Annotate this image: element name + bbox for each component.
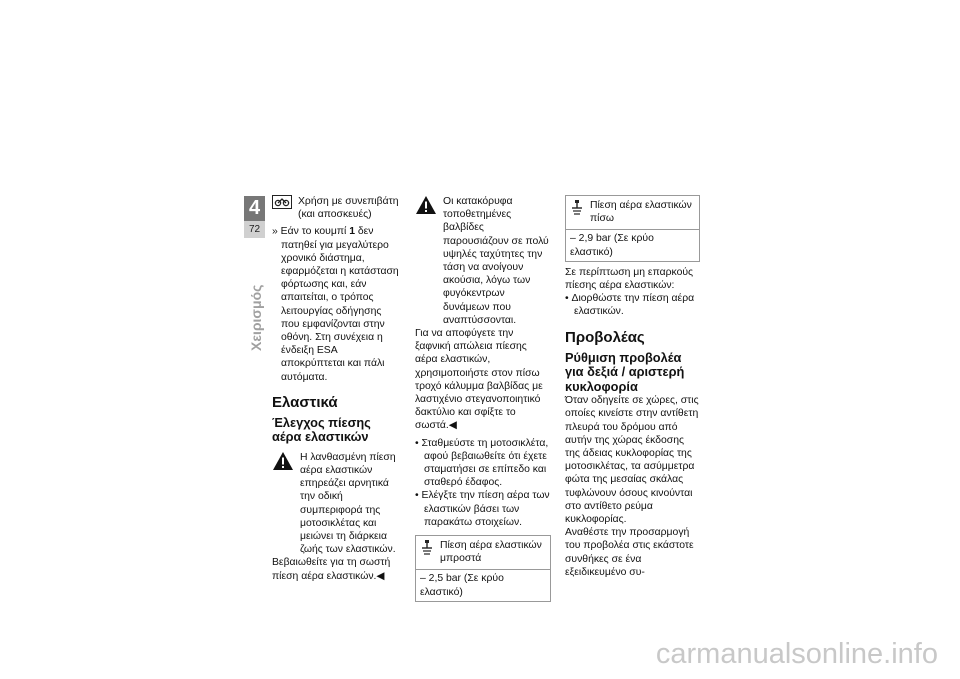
rear-pressure-value: 2,9 bar (Σε κρύο ελαστικό)	[570, 233, 654, 258]
warning-text: Η λανθασμένη πίεση αέρα ελαστικών επηρεάζει αρνητικά την οδική συμπεριφορά της μοτοσικλέτας και μειώνει τη διάρκεια ζωής των ελαστικών.	[300, 451, 396, 556]
subheading-headlight: Ρύθμιση προβολέα για δεξιά / αριστερή κυκλοφορία	[565, 349, 685, 394]
valve-warning-block	[415, 195, 551, 327]
valve-warning-text: Οι κατακόρυφα τοποθετημένες βαλβίδες παρουσιάζουν σε πολύ υψηλές ταχύτητες την τάση να ανοίγουν ακούσια, λόγω των φυγόκεντρων δυνάμεων που αναπτύσσονται.	[443, 196, 549, 326]
rear-pressure-table: Πίεση αέρα ελαστικών πίσω – 2,9 bar (Σε κρύο ελαστικό)	[565, 195, 700, 262]
button-number: 1	[349, 226, 355, 238]
headlight-adjust-text: Αναθέστε την προσαρμογή του προβολέα στις εκάστοτε συνθήκες σε ένα εξειδικευμένο συ-	[565, 527, 694, 578]
front-pressure-table: Πίεση αέρα ελαστικών μπροστά – 2,5 bar (Σε κρύο ελαστικό)	[415, 535, 551, 602]
low-pressure-text: Σε περίπτωση μη επαρκούς πίεσης αέρα ελαστικών:	[565, 266, 694, 292]
section-heading-tyres: Ελαστικά	[272, 393, 338, 411]
front-pressure-title: Πίεση αέρα ελαστικών μπροστά	[440, 540, 542, 565]
tire-pressure-icon	[570, 199, 584, 225]
bullet-correct: • Διορθώστε την πίεση αέρα ελαστικών.	[565, 293, 695, 318]
warning-block	[272, 451, 402, 557]
chapter-title: Χειρισμός	[248, 284, 264, 351]
front-pressure-value: 2,5 bar (Σε κρύο ελαστικό)	[420, 573, 504, 598]
column-1	[272, 195, 402, 583]
subheading-tyre-pressure: Έλεγχος πίεσης αέρα ελαστικών	[272, 414, 371, 445]
warning-triangle-icon	[272, 451, 294, 557]
column-2	[415, 195, 551, 602]
watermark: carmanualsonline.info	[655, 638, 938, 670]
headlight-text: Όταν οδηγείτε σε χώρες, στις οποίες κινείστε στην αντίθετη πλευρά του δρόμου από αυτήν της χώρας έκδοσης της άδειας κυκλοφορίας της μοτοσικλέτας, τα ασύμμετρα φώτα της μεσαίας σκάλας τυφλώνουν όσους κινούνται στο αντίθετο ρεύμα κυκλοφορίας.	[565, 395, 699, 525]
valve-cap-text: Για να αποφύγετε την ξαφνική απώλεια πίεσης αέρα ελαστικών, χρησιμοποιήστε στον πίσω τροχό κάλυμμα βαλβίδας με λαστιχένιο στεγανοποιητικό δακτύλιο και σφίξτε το σωστά.◀	[415, 328, 543, 432]
chapter-number: 4	[244, 196, 265, 221]
warning-triangle-icon	[415, 195, 437, 327]
rear-pressure-title: Πίεση αέρα ελαστικών πίσω	[590, 200, 692, 225]
check-pressure-text: Βεβαιωθείτε για τη σωστή πίεση αέρα ελαστικών.◀	[272, 557, 391, 582]
esa-load-note	[272, 195, 402, 221]
section-heading-headlight: Προβολέας	[565, 328, 645, 346]
page-number: 72	[244, 221, 265, 238]
button-bullet: » Εάν το κουμπί 1 δεν πατηθεί για μεγαλύτερο χρονικό διάστημα, εφαρμόζεται η κατάσταση φόρτωσης και, εάν απαιτείται, ο τρόπος λειτουργίας οδήγησης που εμφανίζονται στην οθόνη. Στη συνέχεια η ένδειξη ESA αποκρύπτεται και πάλι αυτόματα.	[272, 226, 399, 383]
luggage-icon	[272, 195, 292, 221]
bullet-park: • Σταθμεύστε τη μοτοσικλέτα, αφού βεβαιωθείτε ότι έχετε σταματήσει σε επίπεδο και σταθερό έδαφος.	[415, 437, 549, 489]
esa-note-text: Χρήση με συνεπιβάτη (και αποσκευές)	[298, 196, 399, 221]
column-3	[565, 195, 700, 579]
bullet-pre: Εάν το κουμπί	[280, 226, 350, 238]
bullet-check: • Ελέγξτε την πίεση αέρα των ελαστικών βάσει των παρακάτω στοιχείων.	[415, 490, 550, 528]
chapter-tab	[244, 196, 265, 240]
tire-pressure-icon	[420, 539, 434, 565]
bullet-post: δεν πατηθεί για μεγαλύτερο χρονικό διάστημα, εφαρμόζεται η κατάσταση φόρτωσης και, εάν απαιτείται, ο τρόπος λειτουργίας οδήγησης που εμφανίζονται στην οθόνη. Στη συνέχεια η ένδειξη ESA αποκρύπτεται και πάλι αυτόματα.	[281, 226, 399, 383]
